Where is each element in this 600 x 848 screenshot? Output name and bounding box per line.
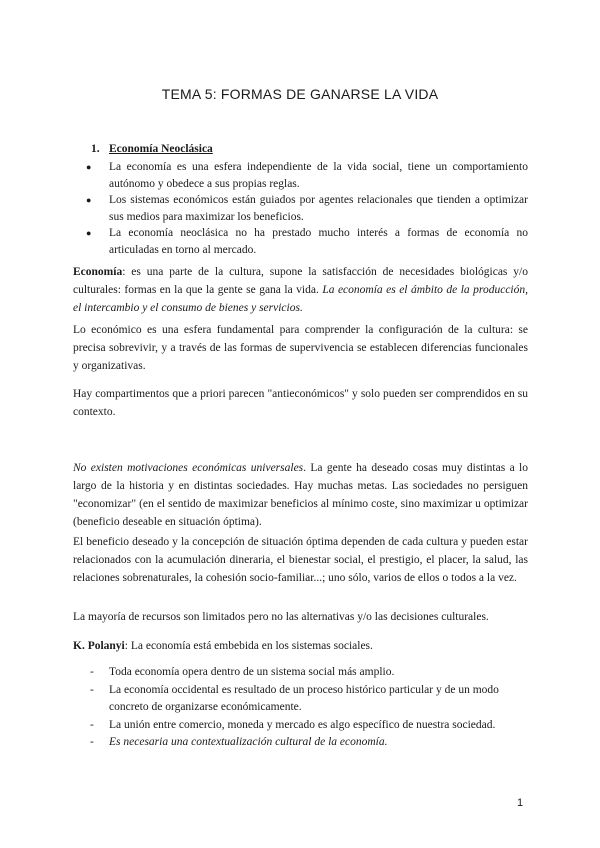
section-heading (91, 143, 213, 155)
page-number: 1 (517, 797, 524, 809)
list-item: - La unión entre comercio, moneda y mercado es algo específico de nuestra sociedad. (90, 717, 528, 735)
motivaciones-text: . La gente ha deseado cosas muy distintas a lo largo de la historia y en distintas sociedades. Hay muchas metas. Las sociedades no persiguen "economizar" (en el sentido de maximizar beneficios al mínimo coste, sino maximizar u optimizar (beneficio deseable en situación óptima). (73, 462, 528, 528)
dash-list (90, 664, 528, 752)
section-number: 1. (91, 143, 100, 155)
list-item: - Toda economía opera dentro de un sistema social más amplio. (90, 664, 528, 682)
motivaciones-italic: No existen motivaciones económicas universales (73, 462, 304, 474)
paragraph-recursos: La mayoría de recursos son limitados pero no las alternativas y/o las decisiones culturales. (73, 611, 489, 623)
paragraph-economia (73, 263, 528, 317)
list-item: ● La economía es una esfera independiente de la vida social, tiene un comportamiento autónomo y obedece a sus propias reglas. (85, 159, 528, 192)
list-item (90, 734, 528, 752)
list-item: - La economía occidental es resultado de un proceso histórico particular y de un modo concreto de organizarse económicamente. (90, 682, 528, 717)
author-name: K. Polanyi (73, 640, 125, 652)
list-item: ● La economía neoclásica no ha prestado mucho interés a formas de economía no articuladas en torno al mercado. (85, 225, 528, 258)
economia-text: : es una parte de la cultura, supone la satisfacción de necesidades biológicas y/o culturales: formas en la que la gente se gana la vida. (73, 266, 528, 296)
polanyi-text: : La economía está embebida en los sistemas sociales. (124, 640, 373, 652)
bullet-list (85, 159, 528, 258)
paragraph-economico: Lo económico es una esfera fundamental para comprender la configuración de la cultura: se precisa sobrevivir, y a través de las formas de supervivencia se establecen diferencias funcionales y organizativas. (73, 324, 528, 372)
dash-italic: Es necesaria una contextualización cultural de la economía. (109, 736, 388, 748)
term-economia: Economía (73, 266, 123, 278)
paragraph-motivaciones (73, 459, 528, 531)
economia-italic: La economía es el ámbito de la producción, el intercambio y el consumo de bienes y servicios. (73, 284, 528, 314)
paragraph-polanyi (73, 637, 528, 655)
paragraph-compartimentos: Hay compartimentos que a priori parecen "antieconómicos" y solo pueden ser comprendidos en su contexto. (73, 388, 528, 418)
section-heading-text: Economía Neoclásica (109, 143, 213, 155)
paragraph-beneficio: El beneficio deseado y la concepción de situación óptima dependen de cada cultura y pueden estar relacionados con la acumulación dineraria, el bienestar social, el prestigio, el placer, la salud, las relaciones sobrenaturales, la cohesión socio-familiar...; uno sólo, varios de ellos o todos a la vez. (73, 536, 528, 584)
page-title: TEMA 5: FORMAS DE GANARSE LA VIDA (161, 86, 439, 102)
list-item: ● Los sistemas económicos están guiados por agentes relacionales que tienden a optimizar sus medios para maximizar los beneficios. (85, 192, 528, 225)
